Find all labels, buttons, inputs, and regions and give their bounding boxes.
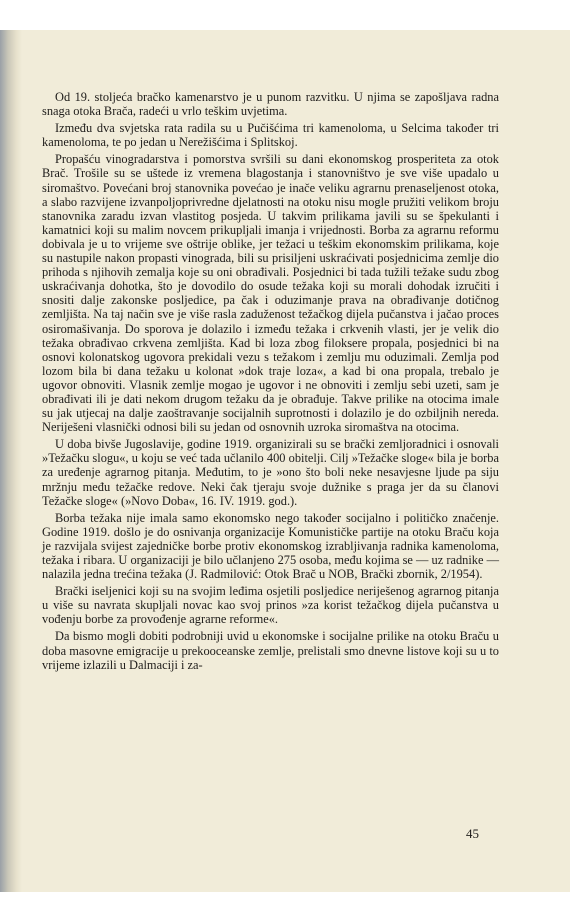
paragraph-1: Od 19. stoljeća bračko kamenarstvo je u punom razvitku. U njima se zapošljava radna snaga otoka Brača, radeći u vrlo teškim uvjetima. <box>42 90 499 119</box>
paragraph-7: Da bismo mogli dobiti podrobniji uvid u ekonomske i socijalne prilike na otoku Braču u doba masovne emigracije u prekooceanske zemlje, prelistali smo dnevne listove koji su u to vrijeme izlazili u Dalmaciji i za- <box>42 629 499 672</box>
page-number: 45 <box>466 826 479 841</box>
body-text <box>42 90 499 675</box>
paragraph-5: Borba težaka nije imala samo ekonomsko nego također socijalno i političko značenje. Godine 1919. došlo je do osnivanja organizacije Komunističke partije na otoku Braču koja je razvijala svijest zajedničke borbe protiv ekonomskog izrabljivanja radnika kamenoloma, težaka i ribara. U organizaciji je bilo učlanjeno 275 osoba, među kojima se — uz radnike — nalazila jedna trećina težaka (J. Radmilović: Otok Brač u NOB, Brački zbornik, 2/1954). <box>42 510 499 582</box>
paragraph-3: Propašću vinogradarstva i pomorstva svršili su dani ekonomskog prosperiteta za otok Brač. Trošile su se uštede iz vremena blagostanja i stanovništvo je sve više upadalo u siromaštvo. Povećani broj stanovnika povećao je inače veliku agrarnu prenaseljenost otoka, a slabo razvijene izvanpoljoprivredne djelatnosti na otoku nisu mogle pružiti velikom broju stanovnika zaradu izvan vlastitog posjeda. U takvim prilikama javili su se špekulanti i kamatnici koji su malim novcem prikupljali imanja i vrijednosti. Borba za agrarnu reformu dobivala je u to vrijeme sve oštrije oblike, jer težaci u teškim ekonomskim prilikama, koje su nastupile nakon propasti vinograda, bili su prisiljeni uskraćivati posjednicima zemlje dio prihoda s njihovih zemalja koje su oni obrađivali. Posjednici bi tada tužili težake sudu zbog uskraćivanja dohotka, što je dovodilo do osude težaka koji su morali dohodak izručiti i snositi dalje zakonske posljedice, pa čak i oduzimanje prava na obrađivanje dotičnog zemljišta. Na taj način sve je više rasla zaduženost težačkog dijela pučanstva i jačao proces osiromašivanja. Do sporova je dolazilo i između težaka i crkvenih vlasti, jer je velik dio težaka obrađivao crkvena zemljišta. Kad bi loza zbog filoksere propala, posjednici bi na osnovi kolonatskog ugovora prekidali vezu s težakom i zemlju mu oduzimali. Zemlja pod lozom bila bi dana težaku u kolonat »dok traje loza«, a kad bi ona propala, trebalo je ugovor obnoviti. Vlasnik zemlje mogao je ugovor i ne obnoviti i zemlju sebi uzeti, sam je obrađivati ili je dati nekom drugom težaku da je obrađuje. Takve prilike na otocima imale su jak utjecaj na dalje zaoštravanje socijalnih suprotnosti i dolazilo je do ozbiljnih nereda. Neriješeni vlasnički odnosi bili su jedan od osnovnih uzroka siromaštva na otocima. <box>42 152 499 435</box>
paragraph-4: U doba bivše Jugoslavije, godine 1919. organizirali su se brački zemljoradnici i osnovali »Težačku slogu«, u koju se već tada učlanilo 400 obitelji. Cilj »Težačke sloge« bila je borba za uređenje agrarnog pitanja. Međutim, to je »ono što boli neke nesavjesne ljude pa siju mržnju među težačke redove. Neki čak tjeraju svoje dužnike s praga jer da su članovi Težačke sloge« (»Novo Doba«, 16. IV. 1919. god.). <box>42 437 499 508</box>
paragraph-6: Brački iseljenici koji su na svojim leđima osjetili posljedice neriješenog agrarnog pitanja u više su navrata skupljali novac kao svoj prinos »za korist težačkog dijela pučanstva u vođenju borbe za provođenje agrarne reforme«. <box>42 584 499 627</box>
paragraph-2: Između dva svjetska rata radila su u Pučišćima tri kamenoloma, u Selcima također tri kamenoloma, te po jedan u Nerežišćima i Splitskoj. <box>42 121 499 150</box>
book-spine-shadow <box>0 30 22 892</box>
